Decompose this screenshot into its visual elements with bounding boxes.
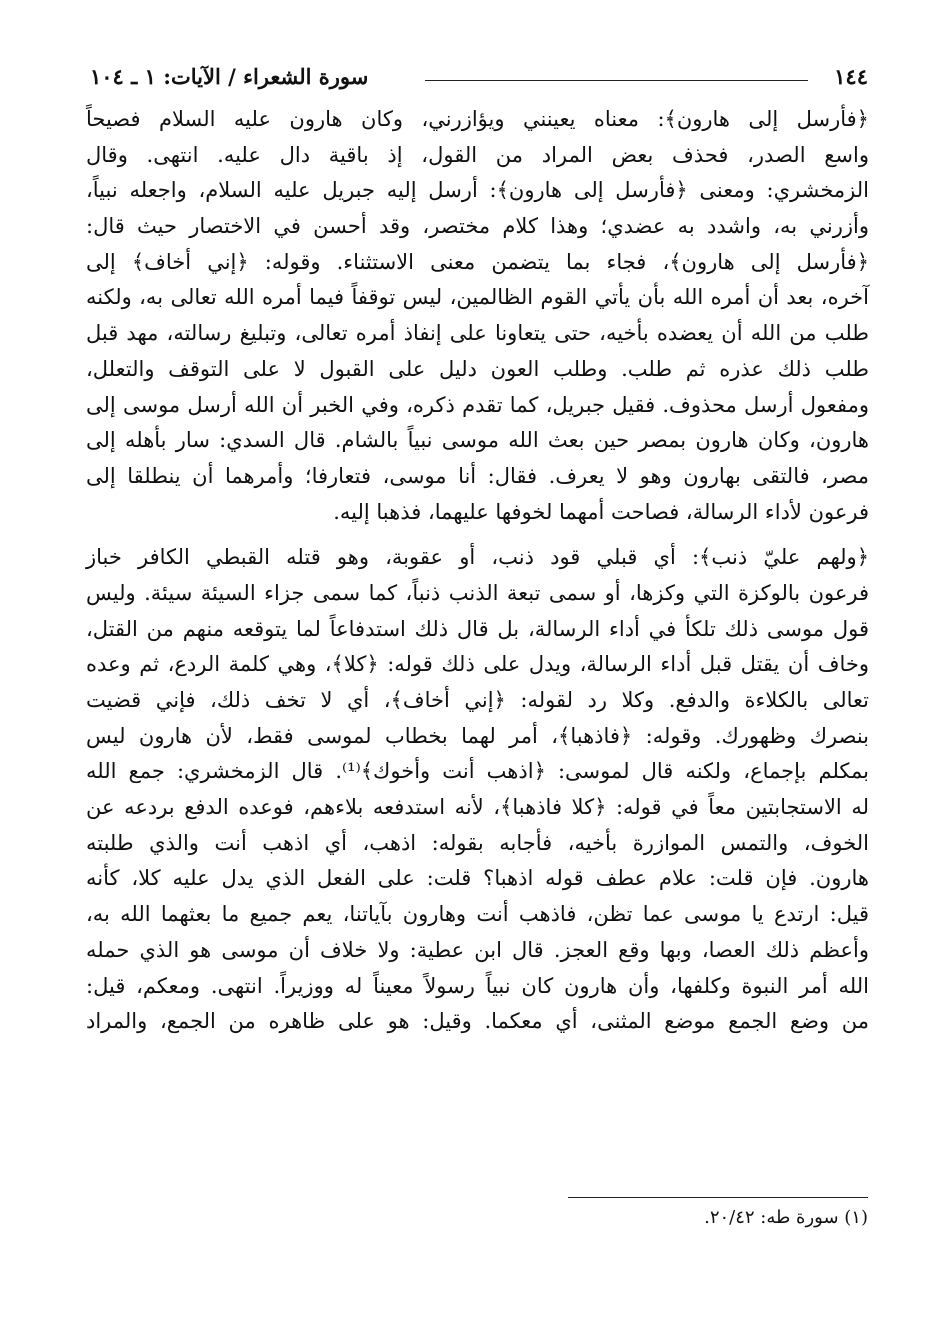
footnote-rule <box>568 1197 868 1198</box>
text-line: الخوف، والتمس الموازرة بأخيه، فأجابه بقوله: اذهب، أي اذهب أنت والذي طلبته <box>86 830 869 855</box>
main-text <box>86 102 869 1040</box>
text-line: وأزرني به، واشدد به عضدي؛ وهذا كلام مختصر، وقد أحسن في الاختصار حيث قال: <box>86 214 869 239</box>
text-line: بنصرك وظهورك. وقوله: ﴿فاذهبا﴾، أمر لهما بخطاب لموسى فقط، لأن هارون ليس <box>86 723 869 748</box>
text-line: وأعظم ذلك العصا، وبها وقع العجز. قال ابن عطية: ولا خلاف أن موسى هو الذي حمله <box>86 937 869 962</box>
text-line: واسع الصدر، فحذف بعض المراد من القول، إذ باقية دال عليه. انتهى. وقال <box>86 142 869 167</box>
text-line: من وضع الجمع موضع المثنى، أي معكما. وقيل: هو على ظاهره من الجمع، والمراد <box>86 1009 869 1034</box>
paragraph <box>86 102 869 530</box>
page-number: ١٤٤ <box>834 64 868 89</box>
text-line: ﴿فأرسل إلى هارون﴾: معناه يعينني ويؤازرني، وكان هارون عليه السلام فصيحاً <box>86 107 869 131</box>
text-line: ﴿ولهم عليّ ذنب﴾: أي قبلي قود ذنب، أو عقوبة، وهو قتله القبطي الكافر خباز <box>86 545 869 570</box>
text-line: ومفعول أرسل محذوف. فقيل جبريل، كما تقدم ذكره، وفي الخبر أن الله أرسل موسى إلى <box>86 392 869 417</box>
text-line: طلب ذلك عذره ثم طلب. وطلب العون دليل على القبول لا على التوقف والتعلل، <box>86 356 869 381</box>
text-line: طلب من الله أن يعضده بأخيه، حتى يتعاونا على إنفاذ أمره تعالى، وتبليغ رسالته، مهد قبل <box>86 321 869 346</box>
text-line: قيل: ارتدع يا موسى عما تظن، فاذهب أنت وهارون بآياتنا، يعم جميع ما بعثهما الله به، <box>86 902 869 927</box>
text-line: له الاستجابتين معاً في قوله: ﴿كلا فاذهبا﴾، لأنه استدفعه بلاءهم، فوعده الدفع بردعه عن <box>86 795 869 820</box>
text-line: بمكلم بإجماع، ولكنه قال لموسى: ﴿اذهب أنت وأخوك﴾⁽¹⁾. قال الزمخشري: جمع الله <box>86 759 869 784</box>
text-line: ﴿فأرسل إلى هارون﴾، فجاء بما يتضمن معنى الاستثناء. وقوله: ﴿إني أخاف﴾ إلى <box>86 249 869 274</box>
text-line: قول موسى ذلك تلكأ في أداء الرسالة، بل قال ذلك استدفاعاً لما يتوقعه منهم من القتل، <box>86 616 869 641</box>
page-header <box>90 60 868 94</box>
running-title: سورة الشعراء / الآيات: ١ ـ ١٠٤ <box>90 64 369 89</box>
text-line: فرعون بالوكزة التي وكزها، أو سمى تبعة الذنب ذنباً، كما سمى جزاء السيئة سيئة. وليس <box>86 580 869 605</box>
text-line: تعالى بالكلاءة والدفع. وكلا رد لقوله: ﴿إني أخاف﴾، أي لا تخف ذلك، فإني قضيت <box>86 688 869 712</box>
text-line: الله أمر النبوة وكلفها، وأن هارون كان نبياً رسولاً معيناً له ووزيراً. انتهى. ومعكم، قيل: <box>86 973 869 998</box>
text-line: وخاف أن يقتل قبل أداء الرسالة، ويدل على ذلك قوله: ﴿كلا﴾، وهي كلمة الردع، ثم وعده <box>86 652 869 677</box>
text-line: مصر، فالتقى بهارون وهو لا يعرف. فقال: أنا موسى، فتعارفا؛ وأمرهما أن ينطلقا إلى <box>86 463 869 488</box>
text-line: هارون. فإن قلت: علام عطف قوله اذهبا؟ قلت: على الفعل الذي يدل عليه كلا، كأنه <box>86 866 869 891</box>
text-line: فرعون لأداء الرسالة، فصاحت أمهما لخوفها عليهما، فذهبا إليه. <box>333 499 869 524</box>
text-line: الزمخشري: ومعنى ﴿فأرسل إلى هارون﴾: أرسل إليه جبريل عليه السلام، واجعله نبياً، <box>86 178 869 203</box>
header-rule <box>425 80 808 81</box>
paragraph <box>86 540 869 1040</box>
paragraph-gap <box>86 530 869 540</box>
text-line: آخره، بعد أن أمره الله بأن يأتي القوم الظالمين، ليس توقفاً فيما أمره الله تعالى به، ولكنه <box>86 285 869 310</box>
footnote: (١) سورة طه: ٢٠/٤٢. <box>704 1207 868 1228</box>
text-line: هارون، وكان هارون بمصر حين بعث الله موسى نبياً بالشام. قال السدي: سار بأهله إلى <box>86 428 869 453</box>
